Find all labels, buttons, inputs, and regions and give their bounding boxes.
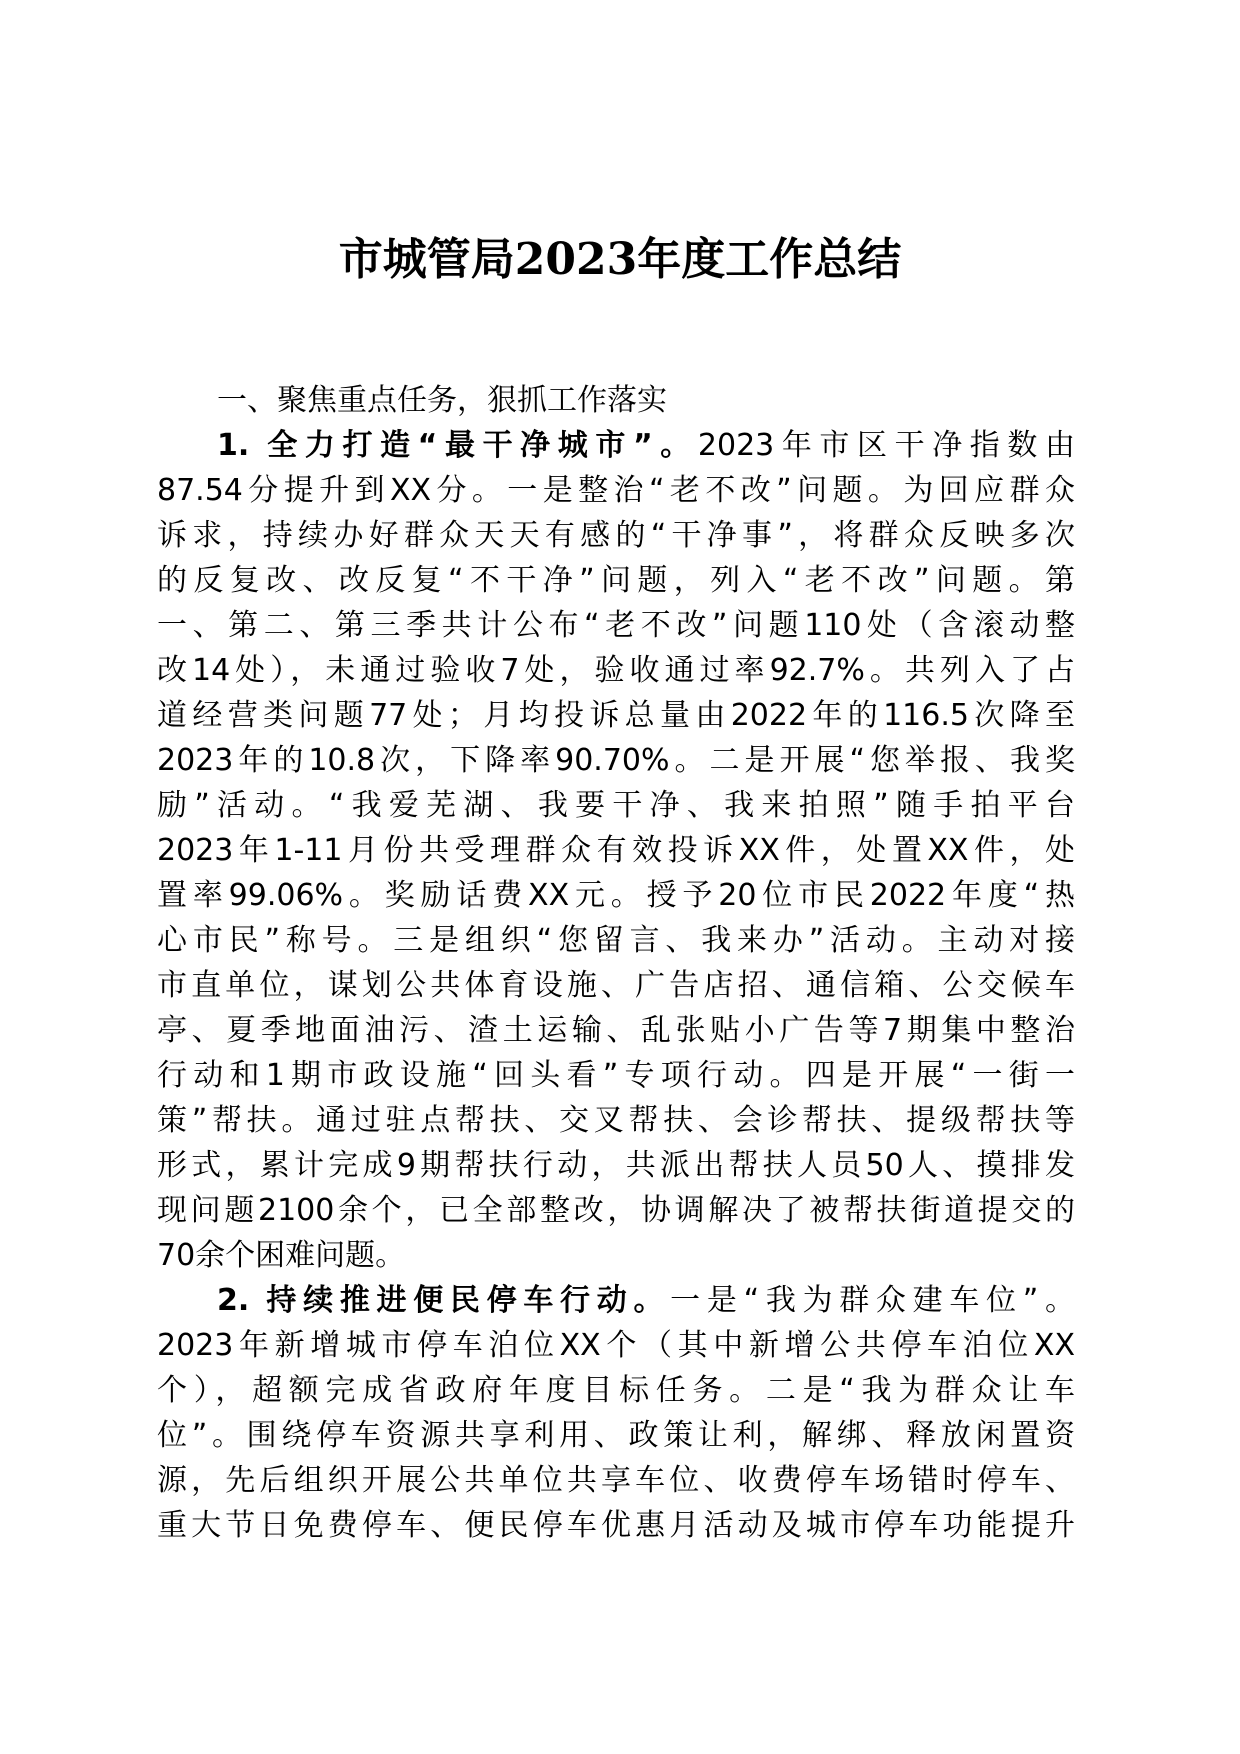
paragraph-line: 策”帮扶。通过驻点帮扶、交叉帮扶、会诊帮扶、提级帮扶等 bbox=[157, 1103, 1075, 1138]
paragraph-line: 1. 全力打造“最干净城市”。2023年市区干净指数由 bbox=[217, 428, 1075, 463]
paragraph-parking bbox=[157, 1278, 1075, 1548]
paragraph-line: 2. 持续推进便民停车行动。一是“我为群众建车位”。 bbox=[217, 1283, 1075, 1318]
paragraph-line: 一、第二、第三季共计公布“老不改”问题110处（含滚动整 bbox=[157, 608, 1075, 643]
document-title: 市城管局2023年度工作总结 bbox=[338, 234, 902, 285]
paragraph-line: 现问题2100余个，已全部整改，协调解决了被帮扶街道提交的 bbox=[157, 1193, 1075, 1228]
paragraph-line: 道经营类问题77处；月均投诉总量由2022年的116.5次降至 bbox=[157, 698, 1075, 733]
paragraph-line: 2023年新增城市停车泊位XX个（其中新增公共停车泊位XX bbox=[157, 1328, 1075, 1363]
paragraph-line: 行动和1期市政设施“回头看”专项行动。四是开展“一街一 bbox=[157, 1058, 1075, 1093]
paragraph-line: 87.54分提升到XX分。一是整治“老不改”问题。为回应群众 bbox=[157, 473, 1075, 508]
paragraph-line: 个），超额完成省政府年度目标任务。二是“我为群众让车 bbox=[157, 1373, 1075, 1408]
paragraph-line: 源，先后组织开展公共单位共享车位、收费停车场错时停车、 bbox=[157, 1463, 1075, 1498]
paragraph-line: 形式，累计完成9期帮扶行动，共派出帮扶人员50人、摸排发 bbox=[157, 1148, 1075, 1183]
paragraph-line: 的反复改、改反复“不干净”问题，列入“老不改”问题。第 bbox=[157, 563, 1075, 598]
paragraph-lead: 1. 全力打造“最干净城市”。 bbox=[217, 428, 698, 463]
paragraph-line: 置率99.06%。奖励话费XX元。授予20位市民2022年度“热 bbox=[157, 878, 1075, 913]
paragraph-line: 2023年1-11月份共受理群众有效投诉XX件，处置XX件，处 bbox=[157, 833, 1075, 868]
paragraph-line: 2023年的10.8次，下降率90.70%。二是开展“您举报、我奖 bbox=[157, 743, 1075, 778]
paragraph-line: 励”活动。“我爱芜湖、我要干净、我来拍照”随手拍平台 bbox=[157, 788, 1075, 823]
paragraph-lead: 2. 持续推进便民停车行动。 bbox=[217, 1283, 671, 1318]
paragraph-line: 诉求，持续办好群众天天有感的“干净事”，将群众反映多次 bbox=[157, 518, 1075, 553]
paragraph-line: 亭、夏季地面油污、渣土运输、乱张贴小广告等7期集中整治 bbox=[157, 1013, 1075, 1048]
paragraph-line: 70余个困难问题。 bbox=[157, 1238, 406, 1273]
section-heading: 一、聚焦重点任务，狠抓工作落实 bbox=[217, 383, 667, 418]
paragraph-line: 改14处），未通过验收7处，验收通过率92.7%。共列入了占 bbox=[157, 653, 1075, 688]
paragraph-line: 重大节日免费停车、便民停车优惠月活动及城市停车功能提升 bbox=[157, 1508, 1075, 1543]
paragraph-line: 位”。围绕停车资源共享利用、政策让利，解绑、释放闲置资 bbox=[157, 1418, 1075, 1453]
paragraph-clean-city bbox=[157, 423, 1075, 1278]
document-body bbox=[157, 378, 1075, 1548]
paragraph-line: 市直单位，谋划公共体育设施、广告店招、通信箱、公交候车 bbox=[157, 968, 1075, 1003]
paragraph-line: 心市民”称号。三是组织“您留言、我来办”活动。主动对接 bbox=[157, 923, 1075, 958]
